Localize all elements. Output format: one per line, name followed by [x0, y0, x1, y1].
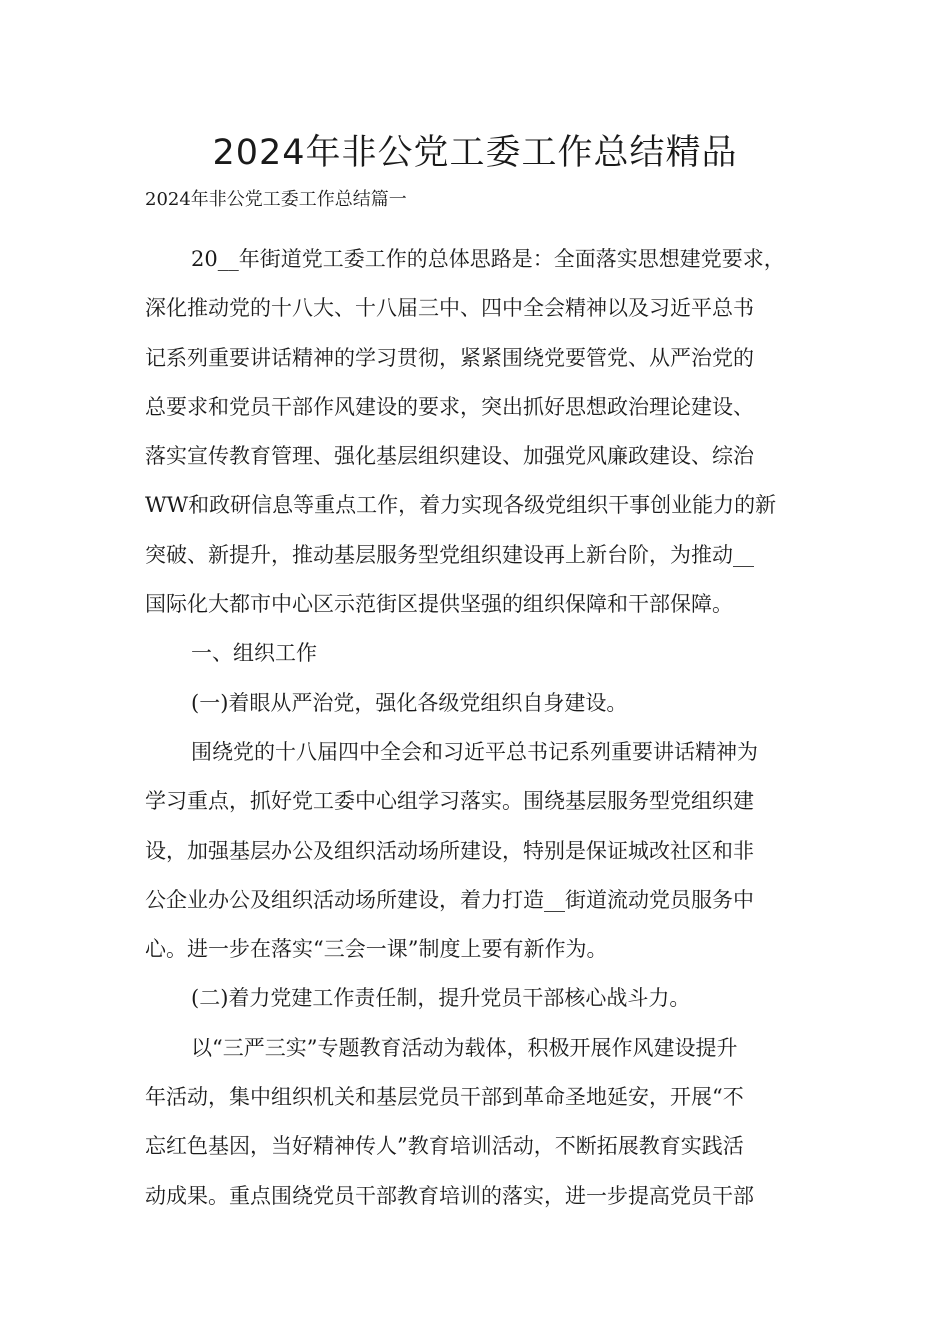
body-text-line: 总要求和党员干部作风建设的要求，突出抓好思想政治理论建设、	[145, 394, 754, 419]
body-text-line: 突破、新提升，推动基层服务型党组织建设再上新台阶，为推动__	[145, 542, 754, 567]
document-body	[145, 235, 810, 1221]
body-text-line: 学习重点，抓好党工委中心组学习落实。围绕基层服务型党组织建	[145, 789, 754, 814]
body-text-line: 忘红色基因，当好精神传人”教育培训活动，不断拓展教育实践活	[145, 1134, 744, 1159]
body-text-line: 设，加强基层办公及组织活动场所建设，特别是保证城改社区和非	[145, 838, 754, 863]
body-text-line: (一)着眼从严治党，强化各级党组织自身建设。	[191, 690, 628, 715]
body-text-line: 围绕党的十八届四中全会和习近平总书记系列重要讲话精神为	[191, 739, 758, 764]
body-text-line: 公企业办公及组织活动场所建设，着力打造__街道流动党员服务中	[145, 887, 754, 912]
body-text-line: WW和政研信息等重点工作，着力实现各级党组织干事创业能力的新	[145, 493, 777, 518]
body-text-line: 深化推动党的十八大、十八届三中、四中全会精神以及习近平总书	[145, 296, 754, 321]
document-subtitle: 2024年非公党工委工作总结篇一	[145, 189, 407, 210]
body-text-line: 记系列重要讲话精神的学习贯彻，紧紧围绕党要管党、从严治党的	[145, 345, 754, 370]
body-text-line: (二)着力党建工作责任制，提升党员干部核心战斗力。	[191, 986, 691, 1011]
body-text-line: 以“三严三实”专题教育活动为载体，积极开展作风建设提升	[191, 1035, 738, 1060]
body-text-line: 落实宣传教育管理、强化基层组织建设、加强党风廉政建设、综治	[145, 444, 754, 469]
body-text-line: 心。进一步在落实“三会一课”制度上要有新作为。	[145, 937, 608, 962]
body-text-line: 一、组织工作	[191, 641, 317, 666]
document-title: 2024年非公党工委工作总结精品	[212, 133, 738, 173]
body-text-line: 年活动，集中组织机关和基层党员干部到革命圣地延安，开展“不	[145, 1085, 744, 1110]
body-text-line: 国际化大都市中心区示范街区提供坚强的组织保障和干部保障。	[145, 592, 733, 617]
body-text-line: 动成果。重点围绕党员干部教育培训的落实，进一步提高党员干部	[145, 1183, 754, 1208]
body-text-line: 20__年街道党工委工作的总体思路是：全面落实思想建党要求，	[191, 247, 785, 271]
